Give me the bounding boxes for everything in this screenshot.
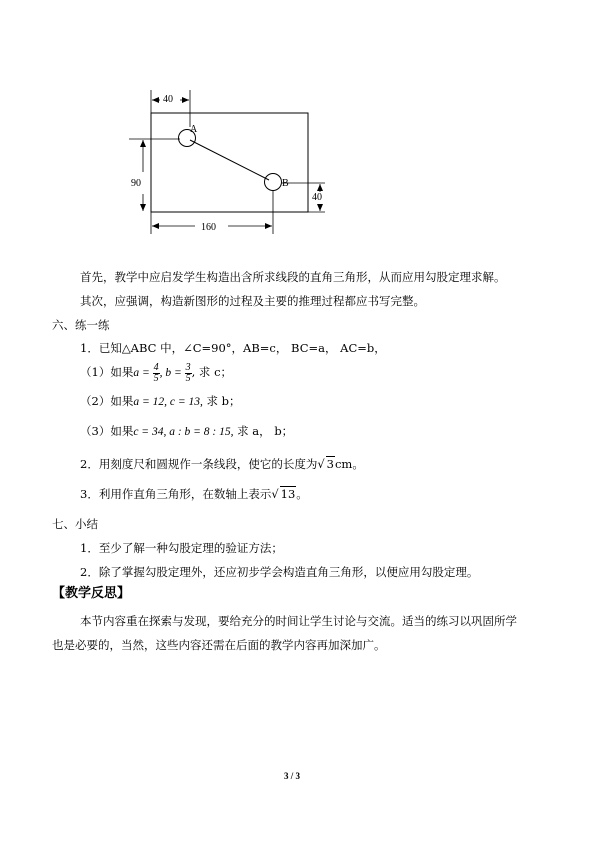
sqrt-sign: √ [317,457,325,471]
hole-b [265,174,282,191]
denominator: 5 [153,372,159,384]
sqrt-13: 13 [280,487,296,501]
exercise-3-suffix: 。 [296,487,308,501]
page-number: 3 / 3 [284,771,301,781]
board-rectangle [151,113,308,212]
numerator: 3 [185,361,191,373]
part1-suffix: , 求 c； [191,365,233,379]
exercise-3-prefix: 3．利用作直角三角形，在数轴上表示 [80,487,272,501]
paragraph-1: 首先，教学中应启发学生构造出含所求线段的直角三角形，从而应用勾股定理求解。 [80,270,506,284]
reflection-line-1: 本节内容重在探索与发现，要给充分的时间让学生讨论与交流。适当的练习以巩固所学 [80,614,517,628]
paragraph-2: 其次，应强调，构造新图形的过程及主要的推理过程都应书写完整。 [80,294,425,308]
var-a: a [133,367,140,379]
dim-label-right: 40 [312,192,322,203]
summary-item-2: 2．除了掌握勾股定理外，还应初步学会构造直角三角形，以便应用勾股定理。 [80,565,479,579]
fraction-3-5 [185,363,192,384]
dim-label-left: 90 [131,178,141,189]
reflection-line-2: 也是必要的，当然，这些内容还需在后面的教学内容再加深加广。 [52,638,386,652]
exercise-2-prefix: 2．用刻度尺和圆规作一条线段，使它的长度为 [80,457,318,471]
point-label-b: B [282,178,289,189]
reflection-title: 【教学反思】 [52,586,131,601]
denominator: 5 [185,372,191,384]
exercise-1-part-2 [80,394,241,409]
part2-prefix: （2）如果 [80,394,134,408]
point-label-a: A [190,124,198,135]
summary-item-1: 1．至少了解一种勾股定理的验证方法； [80,541,283,555]
exercise-1-part-1 [80,356,232,388]
equals: = [171,367,185,379]
dim-label-top: 40 [163,94,173,105]
dim-label-bottom: 160 [201,222,216,233]
segment-ab [190,140,269,180]
part3-suffix: 求 a， b； [233,424,294,438]
section7-title: 七、小结 [52,517,98,531]
exercise-3 [80,486,308,501]
part3-math: c = 34, a : b = 8 : 15, [133,426,234,438]
equals: = [139,367,153,379]
exercise-2 [80,456,364,471]
numerator: 4 [153,361,159,373]
geometry-figure [0,0,595,260]
part2-suffix: 求 b； [202,394,241,408]
sqrt-sign: √ [271,487,279,501]
sqrt-3: 3 [326,457,334,471]
part3-prefix: （3）如果 [80,424,134,438]
exercise-2-suffix: cm。 [334,457,364,471]
exercise-1-part-3 [80,424,293,439]
part1-prefix: （1）如果 [80,365,134,379]
exercise-1: 1．已知△ABC 中，∠C=90°，AB=c， BC=a， AC=b， [80,341,386,355]
part2-math: a = 12, c = 13, [133,396,203,408]
var-b: , b [159,367,172,379]
fraction-4-5 [153,363,160,384]
section6-title: 六、练一练 [52,318,110,332]
